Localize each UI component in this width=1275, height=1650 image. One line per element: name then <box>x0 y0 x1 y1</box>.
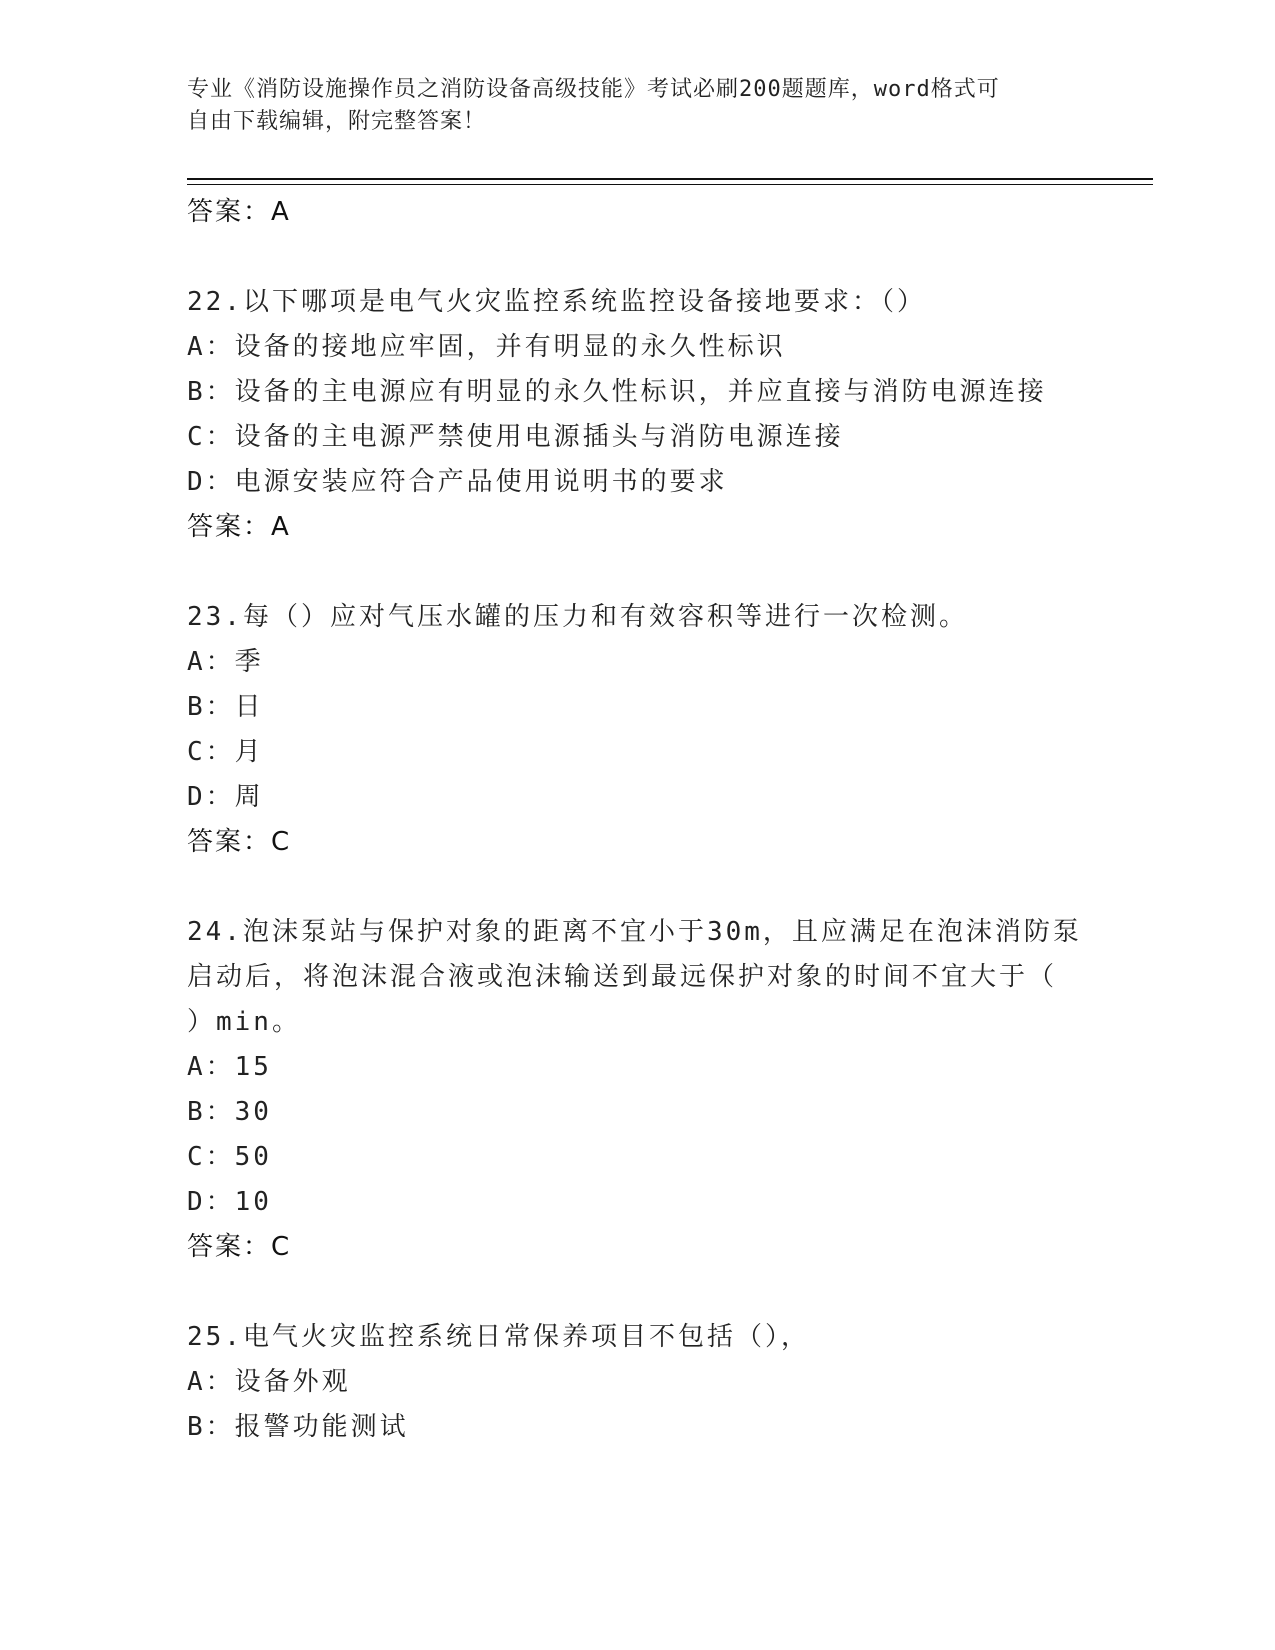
option-c: C：设备的主电源严禁使用电源插头与消防电源连接 <box>187 422 844 452</box>
option-a: A：15 <box>187 1052 272 1082</box>
option-c: C：月 <box>187 737 264 767</box>
option-a: A：设备的接地应牢固，并有明显的永久性标识 <box>187 332 786 362</box>
question-text: 25.电气火灾监控系统日常保养项目不包括（）， <box>187 1322 810 1352</box>
question-text-line-1: 24.泡沫泵站与保护对象的距离不宜小于30m，且应满足在泡沫消防泵 <box>187 917 1082 947</box>
option-a: A：设备外观 <box>187 1367 351 1397</box>
option-b: B：日 <box>187 692 264 722</box>
option-b: B：设备的主电源应有明显的永久性标识，并应直接与消防电源连接 <box>187 377 1047 407</box>
question-24 <box>187 910 1087 1270</box>
question-text-line-3: ）min。 <box>187 1007 301 1037</box>
option-d: D：10 <box>187 1187 272 1217</box>
option-d: D：电源安装应符合产品使用说明书的要求 <box>187 467 728 497</box>
answer-line: 答案：C <box>187 827 292 857</box>
question-25 <box>187 1315 1087 1450</box>
answer-line: 答案：A <box>187 512 291 542</box>
header-line-1: 专业《消防设施操作员之消防设备高级技能》考试必刷200题题库，word格式可 <box>187 77 1000 102</box>
header-divider <box>187 178 1153 185</box>
question-22 <box>187 280 1087 550</box>
option-a: A：季 <box>187 647 264 677</box>
option-b: B：30 <box>187 1097 272 1127</box>
question-23 <box>187 595 1087 865</box>
header-line-2: 自由下载编辑，附完整答案！ <box>187 109 487 134</box>
question-text: 23.每（）应对气压水罐的压力和有效容积等进行一次检测。 <box>187 602 968 632</box>
option-d: D：周 <box>187 782 264 812</box>
answer-line: 答案：A <box>187 197 291 227</box>
document-header <box>187 74 1067 138</box>
document-body <box>187 190 1087 1450</box>
question-text-line-2: 启动后，将泡沫混合液或泡沫输送到最远保护对象的时间不宜大于（ <box>187 962 1058 992</box>
option-b: B：报警功能测试 <box>187 1412 409 1442</box>
option-c: C：50 <box>187 1142 272 1172</box>
question-text: 22.以下哪项是电气火灾监控系统监控设备接地要求：（） <box>187 287 926 317</box>
answer-line: 答案：C <box>187 1232 292 1262</box>
